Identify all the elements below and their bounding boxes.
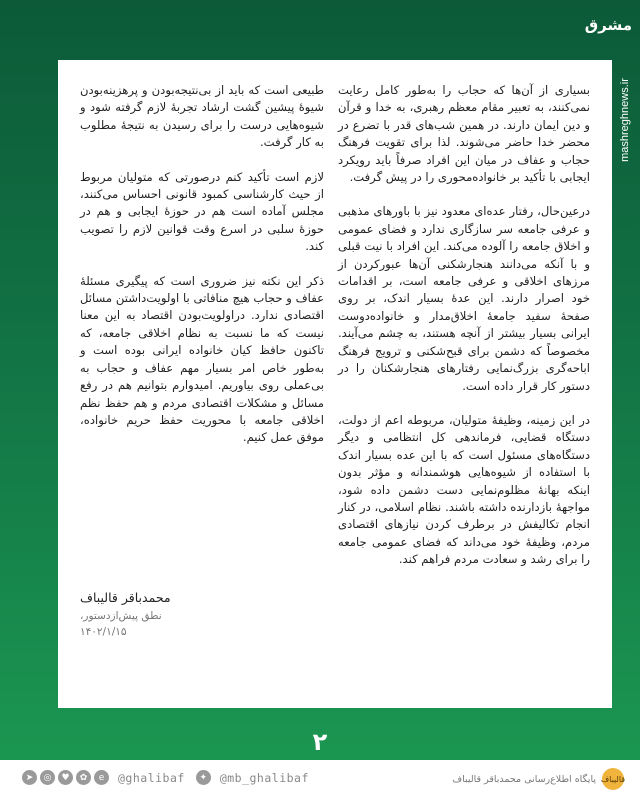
handle-mb-ghalibaf[interactable]: @mb_ghalibaf [219, 770, 309, 785]
mashregh-logo [584, 8, 632, 43]
portal-brand [452, 768, 624, 790]
portal-logo: قالیباف [602, 768, 624, 790]
left-column [80, 82, 324, 464]
signature [80, 588, 280, 640]
logo-text: مشرق [584, 16, 632, 34]
footer [0, 760, 640, 800]
paragraph: لازم است تأکید کنم درصورتی که متولیان مربوط از حیث کارشناسی کمبود قانونی احساس می‌کنند، مجلس آماده است هم در حوزهٔ ایجابی و هم در حوزهٔ سلبی در اسرع وقت قوانین لازم را تصویب کند. [80, 169, 324, 254]
paragraph: درعین‌حال، رفتار عده‌ای معدود نیز با باورهای مذهبی و عرفی جامعه سر سازگاری ندارد و فضای عمومی و اخلاق جامعه را آلوده می‌کند. این افراد با نیت قبلی و با آنکه می‌دانند هنجارشکنی آن‌ها عبورکردن از مرزهای اخلاقی و عرفی جامعه است، بر اقدامات خود اصرار دارند. این عدهٔ بسیار اندک، بر روی صفحهٔ سفید جامعهٔ اخلاق‌مدار و خانواده‌دوست ایرانی بسیار بیشتر از آنچه هستند، به چشم می‌آیند. مخصوصاً که دشمن برای قبح‌شکنی و ترویج فرهنگ اباحه‌گری بزرگ‌نمایی رفتارهای هنجارشکنان را در دستور کار قرار داده است. [338, 204, 590, 393]
article-card [58, 60, 612, 708]
twitter-icon[interactable]: ✦ [196, 770, 211, 785]
eitaa-icon[interactable]: e [94, 770, 109, 785]
author-name: محمدباقر قالیباف [80, 590, 171, 605]
instagram-icon[interactable]: ◎ [40, 770, 55, 785]
telegram-icon[interactable]: ➤ [22, 770, 37, 785]
paragraph: بسیاری از آن‌ها که حجاب را به‌طور کامل رعایت نمی‌کنند، به تعبیر مقام معظم رهبری، به خدا و قرآن و دین ایمان دارند. در همین شب‌های قدر با تضرع در محضر خدا حاضر می‌شوند. لذا برای تقویت فرهنگ حجاب و عفاف در میان این افراد صرفاً باید رویکرد ایجابی با تأکید بر خانواده‌محوری را در پیش گرفت. [338, 83, 590, 185]
occasion: نطق پیش‌از‌دستور، [80, 610, 162, 622]
site-url [610, 55, 640, 185]
portal-text: پایگاه اطلاع‌رسانی محمدباقر قالیباف [452, 773, 596, 785]
heart-icon[interactable]: ♥ [58, 770, 73, 785]
date: ۱۴۰۲/۱/۱۵ [80, 626, 127, 638]
site-url-text: mashreghnews.ir [619, 78, 631, 162]
page-number: ۲ [312, 728, 328, 756]
paragraph: طبیعی است که باید از بی‌نتیجه‌بودن و پرهزینه‌بودن شیوهٔ پیشین گشت ارشاد تجربهٔ لازم گرفته شود و شیوه‌هایی درست را برای رسیدن به نتیجهٔ مطلوب به کار گرفت. [80, 83, 324, 150]
social-links [22, 770, 317, 785]
paragraph: ذکر این نکته نیز ضروری است که پیگیری مسئلهٔ عفاف و حجاب هیچ منافاتی با اولویت‌داشتن مسائل اقتصادی ندارد. دراولویت‌بودن اقتصاد به این معنا نیست که ما نسبت به نظام اخلاقی جامعه، که تاکنون حافظ کیان خانواده ایرانی بوده است و به‌طور خاص امر بسیار مهم عفاف و حجاب به بی‌عملی روی بیاوریم. امیدوارم بتوانیم هم در رفع مسائل و مشکلات اقتصادی مردم و هم حفظ نظم اخلاقی جامعه با محوریت حفظ حریم خانواده، موفق عمل کنیم. [80, 273, 324, 445]
right-column [338, 82, 590, 586]
paragraph: در این زمینه، وظیفهٔ متولیان، مربوطه اعم از دولت، دستگاه قضایی، فرماندهی کل انتظامی و دیگر دستگاه‌های مسئول است که با این عده بسیار اندک با استفاده از شیوه‌هایی هوشمندانه و مؤثر بدون اینکه بهانهٔ مظلوم‌نمایی دست دشمن داده شود، مواجههٔ بازدارنده داشته باشند. نظام اسلامی، در کنار انجام تکالیفش در برطرف کردن نیازهای اقتصادی مردم، وظیفهٔ خود می‌داند که فضای عمومی جامعه را برای رشد و سعادت مردم فراهم کند. [338, 412, 590, 567]
soroush-icon[interactable]: ✿ [76, 770, 91, 785]
handle-ghalibaf[interactable]: @ghalibaf [118, 770, 185, 785]
